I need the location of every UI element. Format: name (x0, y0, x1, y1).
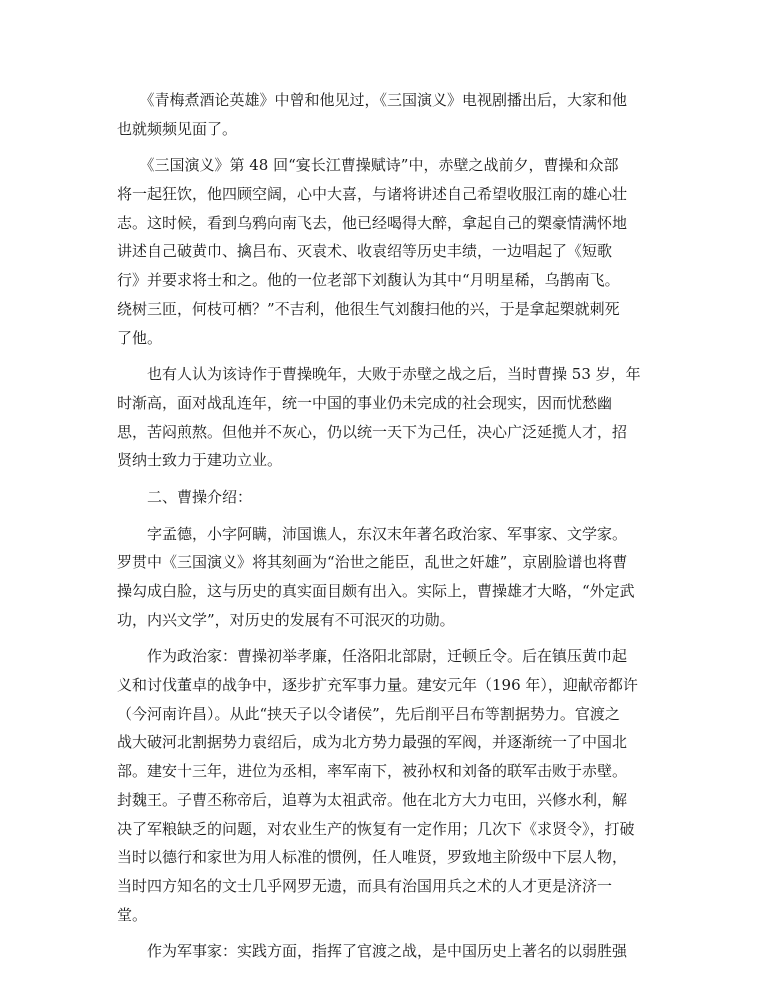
section-heading (117, 483, 657, 512)
paragraph-5 (117, 642, 657, 929)
text-line: 战大破河北割据势力袁绍后，成为北方势力最强的军阀，并逐渐统一了中国北 (117, 733, 628, 752)
document-body (117, 86, 657, 966)
paragraph-1 (117, 86, 657, 143)
text-line: 将一起狂饮，他四顾空阔，心中大喜，与诸将讲述自己希望收服江南的雄心壮 (117, 185, 628, 204)
text-line: 堂。 (117, 905, 148, 924)
text-line: 当时四方知名的文士几乎网罗无遗，而具有治国用兵之术的人才更是济济一 (117, 876, 613, 895)
paragraph-3 (117, 360, 657, 475)
text-line: 讲述自己破黄巾、擒吕布、灭袁术、收袁绍等历史丰绩，一边唱起了《短歌 (117, 242, 613, 261)
text-line: 决了军粮缺乏的问题，对农业生产的恢复有一定作用；几次下《求贤令》，打破 (117, 819, 635, 838)
text-line: 罗贯中《三国演义》将其刻画为“治世之能臣，乱世之奸雄”，京剧脸谱也将曹 (117, 553, 628, 572)
paragraph-4 (117, 520, 657, 635)
text-line: 功，内兴文学”，对历史的发展有不可泯灭的功勋。 (117, 610, 455, 629)
text-line: 操勾成白脸，这与历史的真实面目颇有出入。实际上，曹操雄才大略，“外定武 (117, 582, 635, 600)
text-line: 时渐高，面对战乱连年，统一中国的事业仍未完成的社会现实，因而忧愁幽 (117, 393, 613, 412)
text-line: 也就频频见面了。 (117, 119, 238, 138)
text-line: 字孟德，小字阿瞒，沛国谯人，东汉末年著名政治家、军事家、文学家。 (117, 524, 628, 543)
text-line: 作为军事家：实践方面，指挥了官渡之战，是中国历史上著名的以弱胜强 (117, 942, 628, 961)
heading-line: 二、曹操介绍： (117, 487, 253, 506)
text-line: 部。建安十三年，进位为丞相，率军南下，被孙权和刘备的联军击败于赤壁。 (117, 762, 628, 781)
text-line: 行》并要求将士和之。他的一位老部下刘馥认为其中“月明星稀，乌鹊南飞。 (117, 271, 620, 290)
text-line: （今河南许昌）。从此“挟天子以令诸侯”，先后削平吕布等割据势力。官渡之 (117, 704, 620, 723)
text-line: 《青梅煮酒论英雄》中曾和他见过，《三国演义》电视剧播出后，大家和他 (117, 91, 628, 109)
text-line: 了他。 (117, 328, 163, 347)
paragraph-2 (117, 151, 657, 352)
text-line: 义和讨伐董卓的战争中，逐步扩充军事力量。建安元年（196 年），迎献帝都许 (117, 676, 638, 695)
text-line: 《三国演义》第 48 回“宴长江曹操赋诗”中，赤壁之战前夕，曹操和众部 (117, 156, 619, 175)
text-line: 贤纳士致力于建功立业。 (117, 451, 283, 470)
text-line: 绕树三匝，何枝可栖？”不吉利，他很生气刘馥扫他的兴，于是拿起槊就刺死 (117, 299, 620, 318)
text-line: 作为政治家：曹操初举孝廉，任洛阳北部尉，迁顿丘令。后在镇压黄巾起 (117, 647, 628, 666)
text-line: 当时以德行和家世为用人标准的惯例，任人唯贤，罗致地主阶级中下层人物， (117, 848, 628, 867)
text-line: 封魏王。子曹丕称帝后，追尊为太祖武帝。他在北方大力屯田，兴修水利，解 (117, 790, 628, 809)
text-line: 思，苦闷煎熬。但他并不灰心，仍以统一天下为己任，决心广泛延揽人才，招 (117, 422, 628, 441)
text-line: 志。这时候，看到乌鸦向南飞去，他已经喝得大醉，拿起自己的槊豪情满怀地 (117, 213, 628, 232)
text-line: 也有人认为该诗作于曹操晚年，大败于赤壁之战之后，当时曹操 53 岁，年 (117, 365, 641, 384)
paragraph-6 (117, 937, 657, 966)
